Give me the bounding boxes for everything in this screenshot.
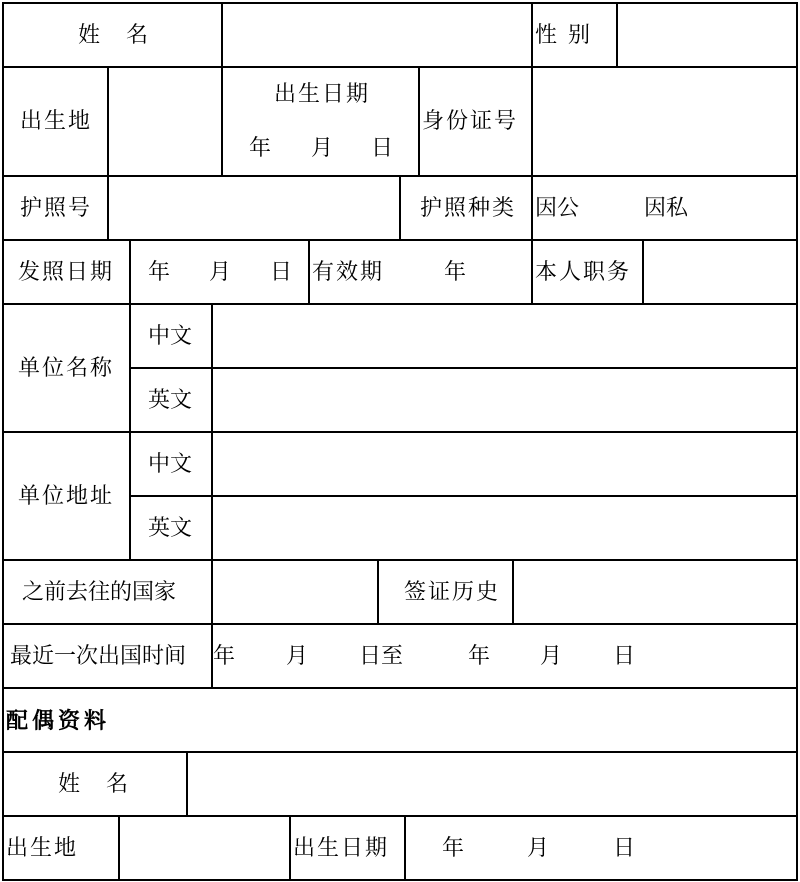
unit-name-english-label: 英文	[148, 388, 193, 413]
unit-address-chinese-field[interactable]	[213, 433, 796, 495]
spouse-name-field[interactable]	[188, 753, 796, 815]
recent-trip-label: 最近一次出国时间	[10, 644, 187, 669]
name-label: 姓 名	[78, 23, 151, 48]
passport-type-label: 护照种类	[420, 196, 517, 221]
passport-type-private-option[interactable]: 因私	[644, 196, 689, 221]
spouse-birthplace-label: 出生地	[6, 836, 79, 861]
unit-name-chinese-field[interactable]	[213, 305, 796, 367]
issue-date-label: 发照日期	[18, 260, 115, 285]
trip-end-day-unit: 日	[613, 644, 636, 669]
validity-label: 有效期	[312, 260, 385, 285]
birthdate-year-unit: 年	[249, 136, 272, 161]
trip-start-month-unit: 月	[286, 644, 309, 669]
spouse-birthplace-field[interactable]	[120, 817, 289, 879]
spouse-birthdate-month-unit: 月	[527, 836, 550, 861]
visa-history-label: 签证历史	[404, 580, 501, 605]
birthdate-day-unit: 日	[371, 136, 394, 161]
id-number-field[interactable]	[533, 68, 796, 175]
id-number-label: 身份证号	[422, 109, 519, 134]
unit-name-chinese-label: 中文	[148, 324, 193, 349]
birthplace-label: 出生地	[20, 109, 93, 134]
trip-start-day-to-unit: 日至	[359, 644, 404, 669]
birthdate-month-unit: 月	[311, 136, 334, 161]
position-field[interactable]	[644, 241, 796, 303]
name-field[interactable]	[223, 4, 531, 66]
gender-field[interactable]	[618, 4, 796, 66]
spouse-section-title: 配偶资料	[6, 708, 111, 734]
birthplace-field[interactable]	[109, 68, 221, 175]
validity-year-unit: 年	[444, 260, 467, 285]
countries-visited-label: 之前去往的国家	[22, 580, 177, 605]
unit-address-chinese-label: 中文	[148, 452, 193, 477]
trip-end-month-unit: 月	[540, 644, 563, 669]
unit-address-english-field[interactable]	[213, 497, 796, 559]
trip-end-year-unit: 年	[468, 644, 491, 669]
unit-address-label: 单位地址	[18, 484, 115, 509]
passport-number-label: 护照号	[20, 196, 93, 221]
unit-name-label: 单位名称	[18, 356, 115, 381]
unit-address-english-label: 英文	[148, 516, 193, 541]
birthdate-label: 出生日期	[274, 82, 371, 107]
issue-date-year-unit: 年	[148, 260, 171, 285]
gender-label: 性 别	[535, 23, 592, 48]
issue-date-month-unit: 月	[209, 260, 232, 285]
position-label: 本人职务	[535, 260, 632, 285]
countries-visited-field[interactable]	[213, 561, 377, 623]
issue-date-day-unit: 日	[270, 260, 293, 285]
spouse-birthdate-year-unit: 年	[442, 836, 465, 861]
trip-start-year-unit: 年	[213, 644, 236, 669]
visa-history-field[interactable]	[514, 561, 796, 623]
spouse-birthdate-label: 出生日期	[293, 836, 390, 861]
spouse-birthdate-day-unit: 日	[613, 836, 636, 861]
passport-type-official-option[interactable]: 因公	[535, 196, 580, 221]
unit-name-english-field[interactable]	[213, 369, 796, 431]
spouse-name-label: 姓 名	[58, 772, 131, 797]
passport-number-field[interactable]	[109, 177, 399, 239]
